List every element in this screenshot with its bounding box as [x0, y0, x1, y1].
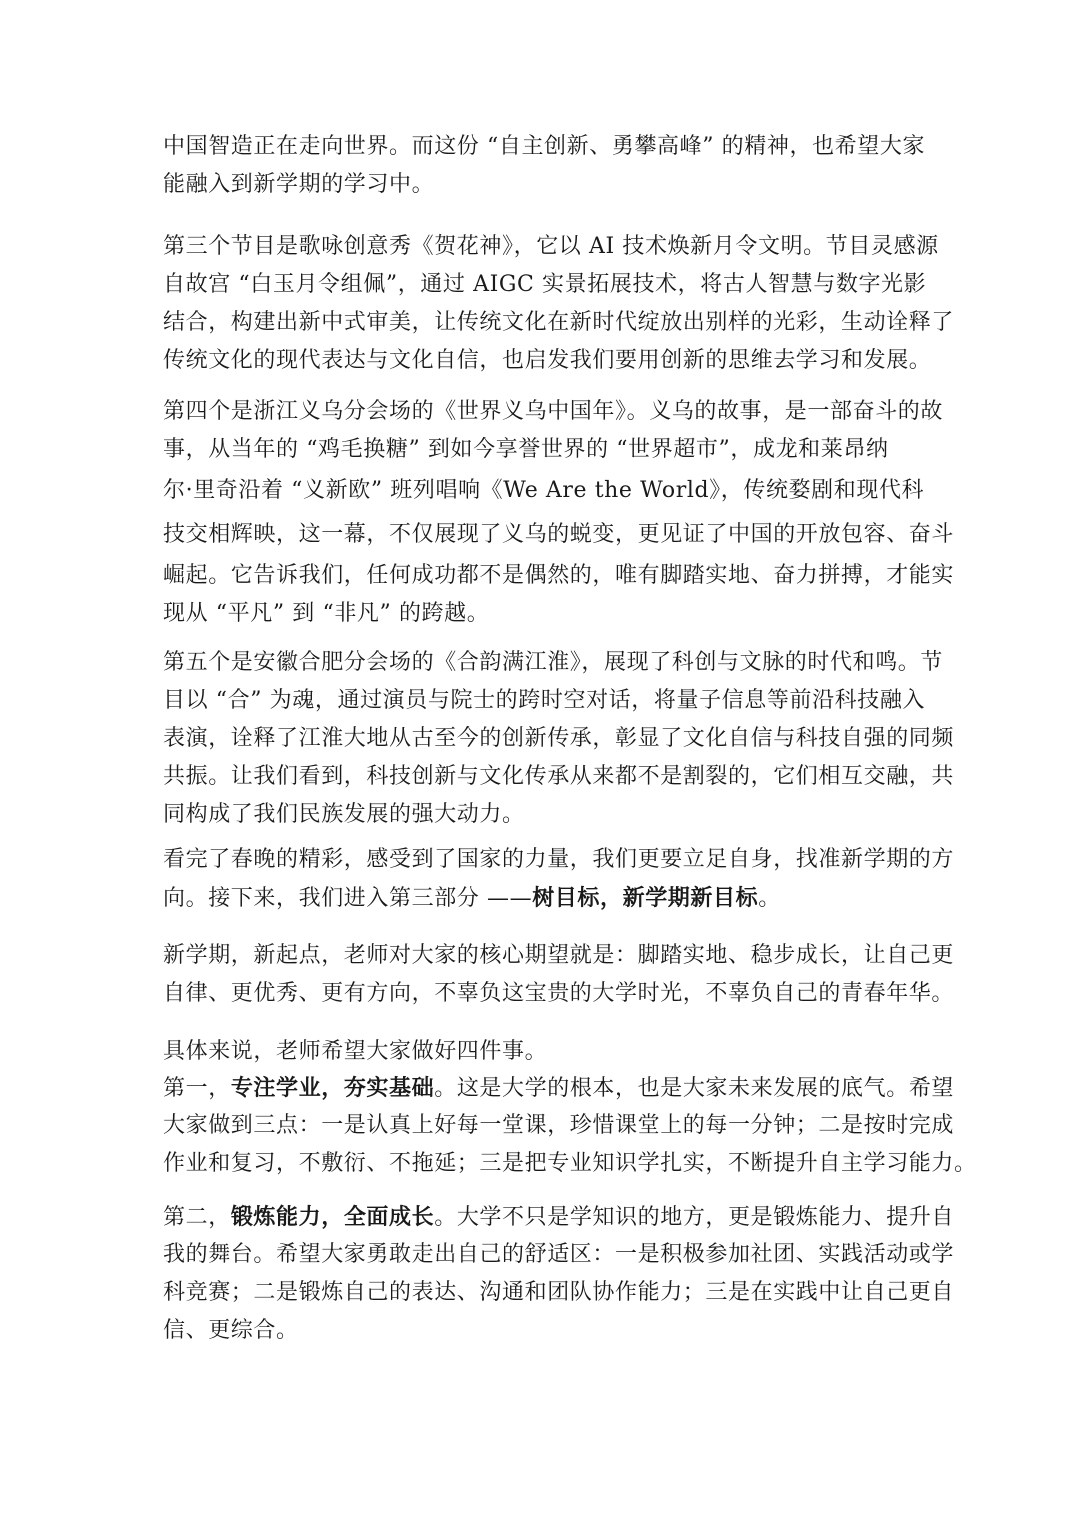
paragraph-7	[163, 1035, 977, 1183]
text-line: 目以 “合” 为魂，通过演员与院士的跨时空对话，将量子信息等前沿科技融入	[163, 688, 926, 713]
paragraph-6	[163, 937, 955, 1013]
text-line: 看完了春晚的精彩，感受到了国家的力量，我们更要立足自身，找准新学期的方	[163, 847, 955, 872]
text-segment: 。	[758, 886, 781, 911]
text-line: 作业和复习，不敷衍、不拖延；三是把专业知识学扎实，不断提升自主学习能力。	[163, 1151, 977, 1176]
text-segment: 第二，	[163, 1205, 231, 1230]
text-line: 我的舞台。希望大家勇敢走出自己的舒适区：一是积极参加社团、实践活动或学	[163, 1242, 955, 1267]
paragraph-1	[163, 128, 926, 204]
text-line: 科竞赛；二是锻炼自己的表达、沟通和团队协作能力；三是在实践中让自己更自	[163, 1280, 955, 1305]
text-line	[163, 879, 923, 917]
text-segment: 第一，	[163, 1076, 231, 1101]
point-heading-bold: 锻炼能力，全面成长	[230, 1204, 435, 1230]
text-line: 大家做到三点：一是认真上好每一堂课，珍惜课堂上的每一分钟；二是按时完成	[163, 1113, 955, 1138]
text-line: 事，从当年的 “鸡毛换糖” 到如今享誉世界的 “世界超市”，成龙和莱昂纳	[163, 437, 889, 462]
text-line: 传统文化的现代表达与文化自信，也启发我们要用创新的思维去学习和发展。	[163, 348, 932, 373]
paragraph-3	[163, 393, 955, 633]
paragraph-2	[163, 228, 955, 380]
text-line	[163, 1198, 955, 1236]
text-line: 结合，构建出新中式审美，让传统文化在新时代绽放出别样的光彩，生动诠释了	[163, 310, 955, 335]
text-segment: 。大学不只是学知识的地方，更是锻炼能力、提升自	[434, 1205, 955, 1230]
paragraph-5	[163, 841, 955, 917]
text-line: 技交相辉映，这一幕，不仅展现了义乌的蜕变，更见证了中国的开放包容、奋斗	[163, 522, 955, 547]
text-line: 第四个是浙江义乌分会场的《世界义乌中国年》。义乌的故事，是一部奋斗的故	[163, 399, 944, 424]
text-line: 同构成了我们民族发展的强大动力。	[163, 802, 525, 827]
text-line: 共振。让我们看到，科技创新与文化传承从来都不是割裂的，它们相互交融，共	[163, 764, 955, 789]
text-line: 崛起。它告诉我们，任何成功都不是偶然的，唯有脚踏实地、奋力拼搏，才能实	[163, 563, 955, 588]
text-line: 信、更综合。	[163, 1318, 299, 1343]
point-heading-bold: 专注学业，夯实基础	[230, 1075, 435, 1101]
text-line: 尔·里奇沿着 “义新欧” 班列唱响《We Are the World》，传统婺剧和现代科	[163, 478, 925, 503]
text-line: 现从 “平凡” 到 “非凡” 的跨越。	[163, 601, 490, 626]
text-line: 表演，诠释了江淮大地从古至今的创新传承，彰显了文化自信与科技自强的同频	[163, 726, 955, 751]
paragraph-8	[163, 1198, 955, 1350]
text-line: 中国智造正在走向世界。而这份 “自主创新、勇攀高峰” 的精神，也希望大家	[163, 134, 926, 159]
text-line: 具体来说，老师希望大家做好四件事。	[163, 1039, 548, 1064]
text-line: 自律、更优秀、更有方向，不辜负这宝贵的大学时光，不辜负自己的青春年华。	[163, 981, 955, 1006]
text-line: 自故宫 “白玉月令组佩”，通过 AIGC 实景拓展技术，将古人智慧与数字光影	[163, 272, 927, 297]
text-line: 第五个是安徽合肥分会场的《合韵满江淮》，展现了科创与文脉的时代和鸣。节	[163, 650, 944, 675]
text-segment: 向。接下来，我们进入第三部分 ——	[163, 886, 533, 911]
text-segment: 。这是大学的根本，也是大家未来发展的底气。希望	[434, 1076, 955, 1101]
text-line: 新学期，新起点，老师对大家的核心期望就是：脚踏实地、稳步成长，让自己更	[163, 943, 955, 968]
text-line: 能融入到新学期的学习中。	[163, 172, 435, 197]
section-heading-bold: 树目标，新学期新目标	[532, 885, 759, 911]
paragraph-4	[163, 644, 955, 834]
text-line: 第三个节目是歌咏创意秀《贺花神》，它以 AI 技术焕新月令文明。节目灵感源	[163, 234, 939, 259]
text-line	[163, 1069, 955, 1107]
